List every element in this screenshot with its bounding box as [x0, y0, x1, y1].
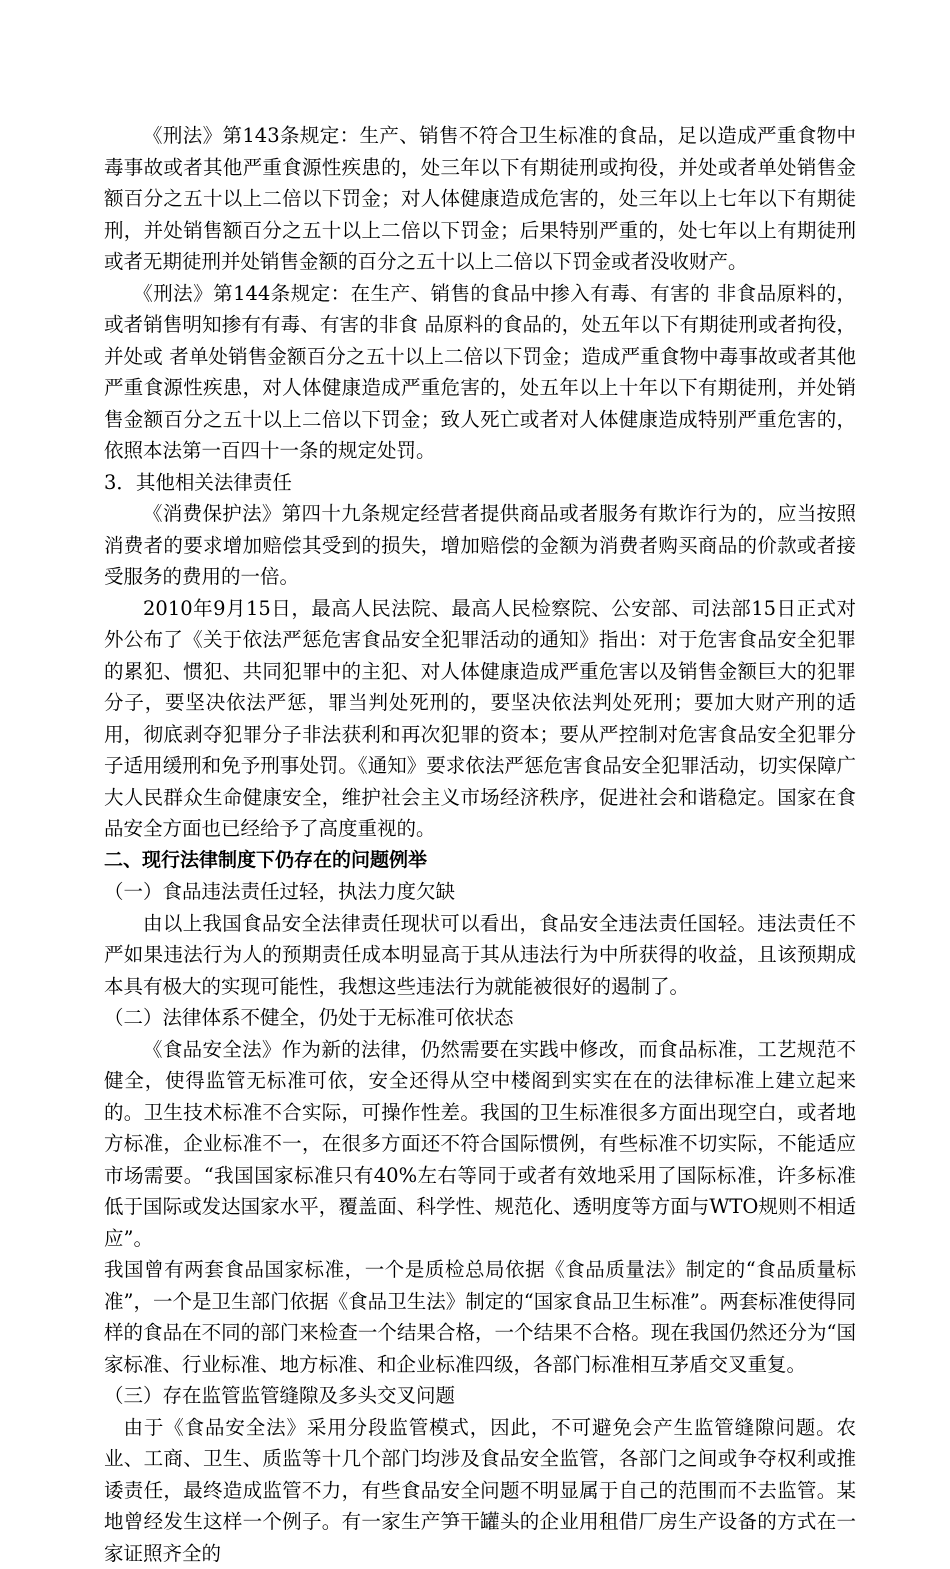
paragraph-2010-notice: 2010年9月15日，最高人民法院、最高人民检察院、公安部、司法部15日正式对外公布了《关于依法严惩危害食品安全犯罪活动的通知》指出：对于危害食品安全犯罪的累犯、惯犯、共同犯罪中的主犯、对人体健康造成严重危害以及销售金额巨大的犯罪分子，要坚决依法严惩，罪当判处死刑的，要坚决依法判处死刑；要加大财产刑的适用，彻底剥夺犯罪分子非法获利和再次犯罪的资本；要从严控制对危害食品安全犯罪分子适用缓刑和免予刑事处罚。《通知》要求依法严惩危害食品安全犯罪活动，切实保障广大人民群众生命健康安全，维护社会主义市场经济秩序，促进社会和谐稳定。国家在食品安全方面也已经给予了高度重视的。: [104, 593, 856, 845]
paragraph-consumer-protection: 《消费保护法》第四十九条规定经营者提供商品或者服务有欺诈行为的，应当按照消费者的要求增加赔偿其受到的损失，增加赔偿的金额为消费者购买商品的价款或者接受服务的费用的一倍。: [104, 498, 856, 593]
subheading-supervision-gaps: （三）存在监管监管缝隙及多头交叉问题: [104, 1380, 856, 1412]
section-heading-other-liability: 3．其他相关法律责任: [104, 467, 856, 499]
paragraph-criminal-law-143: 《刑法》第143条规定：生产、销售不符合卫生标准的食品，足以造成严重食物中毒事故或者其他严重食源性疾患的，处三年以下有期徒刑或拘役，并处或者单处销售金额百分之五十以上二倍以下罚金；对人体健康造成危害的，处三年以上七年以下有期徒刑，并处销售额百分之五十以上二倍以下罚金；后果特别严重的，处七年以上有期徒刑或者无期徒刑并处销售金额的百分之五十以上二倍以下罚金或者没收财产。: [104, 120, 856, 278]
paragraph-legal-system: 《食品安全法》作为新的法律，仍然需要在实践中修改，而食品标准，工艺规范不健全，使得监管无标准可依，安全还得从空中楼阁到实实在在的法律标准上建立起来的。卫生技术标准不合实际，可操作性差。我国的卫生标准很多方面出现空白，或者地方标准，企业标准不一，在很多方面还不符合国际惯例，有些标准不切实际，不能适应市场需要。“我国国家标准只有40%左右等同于或者有效地采用了国际标准，许多标准低于国际或发达国家水平，覆盖面、科学性、规范化、透明度等方面与WTO规则不相适应”。: [104, 1034, 856, 1255]
section-heading-problems: 二、现行法律制度下仍存在的问题例举: [104, 845, 856, 877]
paragraph-supervision-gaps: 由于《食品安全法》采用分段监管模式，因此，不可避免会产生监管缝隙问题。农业、工商、卫生、质监等十几个部门均涉及食品安全监管，各部门之间或争夺权利或推诿责任，最终造成监管不力，有些食品安全问题不明显属于自己的范围而不去监管。某地曾经发生这样一个例子。有一家生产笋干罐头的企业用租借厂房生产设备的方式在一家证照齐全的: [104, 1412, 856, 1569]
paragraph-liability-light: 由以上我国食品安全法律责任现状可以看出，食品安全违法责任国轻。违法责任不严如果违法行为人的预期责任成本明显高于其从违法行为中所获得的收益，且该预期成本具有极大的实现可能性，我想这些违法行为就能被很好的遏制了。: [104, 908, 856, 1003]
subheading-legal-system: （二）法律体系不健全，仍处于无标准可依状态: [104, 1002, 856, 1034]
paragraph-criminal-law-144: 《刑法》第144条规定：在生产、销售的食品中掺入有毒、有害的 非食品原料的，或者销售明知掺有有毒、有害的非食 品原料的食品的，处五年以下有期徒刑或者拘役，并处或 者单处销售金额百分之五十以上二倍以下罚金；造成严重食物中毒事故或者其他严重食源性疾患，对人体健康造成严重危害的，处五年以上十年以下有期徒刑，并处销售金额百分之五十以上二倍以下罚金；致人死亡或者对人体健康造成特别严重危害的，依照本法第一百四十一条的规定处罚。: [104, 278, 856, 467]
document-page: [104, 120, 856, 1569]
subheading-liability-light: （一）食品违法责任过轻，执法力度欠缺: [104, 876, 856, 908]
paragraph-two-standards: 我国曾有两套食品国家标准，一个是质检总局依据《食品质量法》制定的“食品质量标准”，一个是卫生部门依据《食品卫生法》制定的“国家食品卫生标准”。两套标准使得同样的食品在不同的部门来检查一个结果合格，一个结果不合格。现在我国仍然还分为“国家标准、行业标准、地方标准、和企业标准四级，各部门标准相互茅盾交叉重复。: [104, 1254, 856, 1380]
